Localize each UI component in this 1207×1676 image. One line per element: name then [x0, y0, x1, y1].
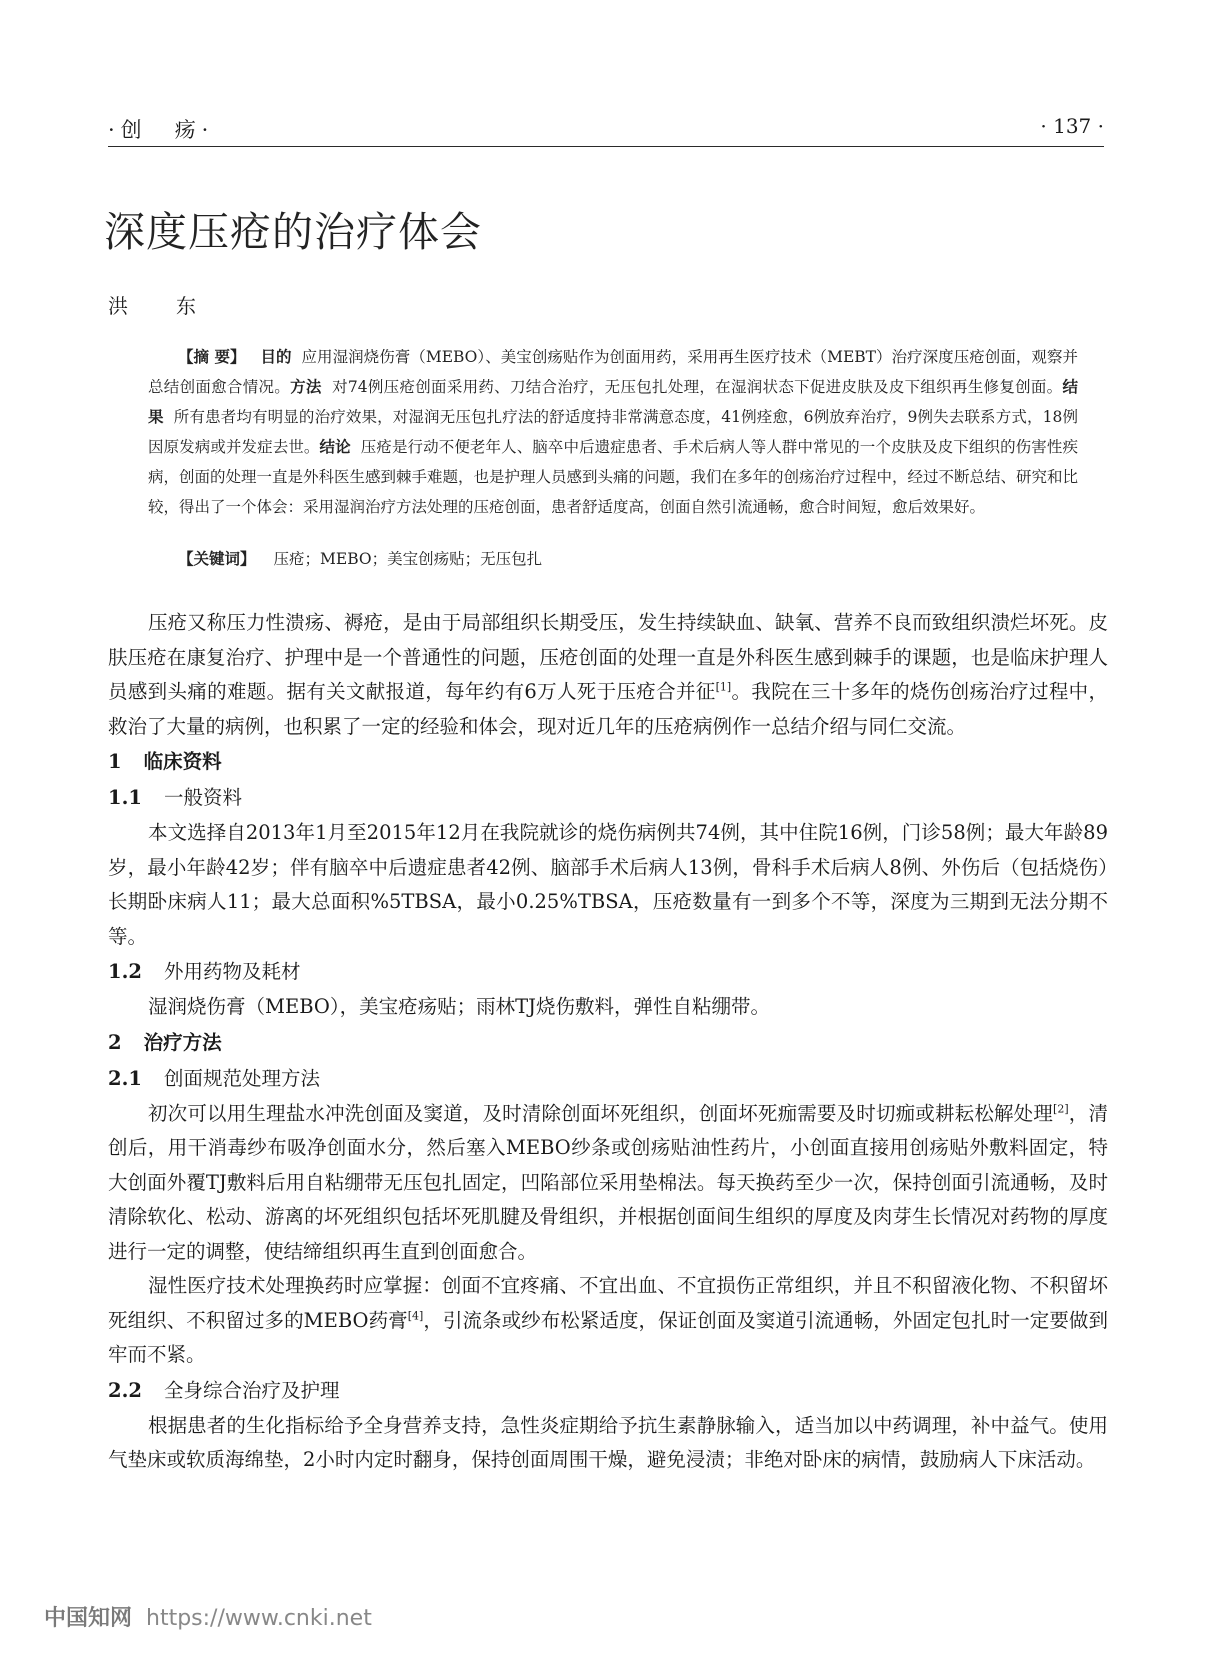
cnki-watermark: [44, 1601, 372, 1632]
section-2-1-title: 创面规范处理方法: [163, 1066, 320, 1090]
section-2-heading: [108, 1025, 1108, 1061]
watermark-brand: 中国知网: [44, 1606, 133, 1631]
intro-text-a: 压疮又称压力性溃疡、褥疮，是由于局部组织长期受压，发生持续缺血、缺氧、营养不良而致组织溃烂坏死。皮肤压疮在康复治疗、护理中是一个普通性的问题，压疮创面的处理一直是外科医生感到棘手的课题，也是临床护理人员感到头痛的难题。据有关文献报道，每年约有6万人死于压疮合并征: [108, 611, 1108, 703]
section-1-2-number: 1.2: [108, 960, 142, 983]
watermark-url[interactable]: https://www.cnki.net: [146, 1606, 372, 1631]
section-1-1-title: 一般资料: [163, 786, 242, 809]
section-label: ·创 疡·: [108, 118, 215, 142]
section-1-2-title: 外用药物及耗材: [163, 960, 301, 983]
section-2-2-heading: [108, 1373, 1108, 1409]
section-1-2-heading: [108, 954, 1108, 990]
abstract-method-label: 方法: [290, 377, 322, 396]
abstract-result-text: 所有患者均有明显的治疗效果，对湿润无压包扎疗法的舒适度持非常满意态度，41例痊愈，6例放弃治疗，9例失去联系方式，18例因原发病或并发症去世。: [148, 408, 1078, 456]
keywords-block: [178, 547, 542, 569]
intro-text-b: 。我院在三十多年的烧伤创疡治疗过程中，救治了大量的病例，也积累了一定的经验和体会，现对近几年的压疮病例作一总结介绍与同仁交流。: [108, 680, 1108, 738]
section-2-title: 治疗方法: [143, 1030, 222, 1054]
abstract-conclusion-label: 结论: [319, 437, 351, 456]
abstract-objective-text: 应用湿润烧伤膏（MEBO）、美宝创疡贴作为创面用药，采用再生医疗技术（MEBT）治疗深度压疮创面，观察并总结创面愈合情况。: [148, 348, 1078, 396]
abstract-objective-label: 目的: [260, 347, 292, 366]
section-1-2-paragraph: 湿润烧伤膏（MEBO），美宝疮疡贴；雨林TJ烧伤敷料，弹性自粘绷带。: [148, 995, 770, 1018]
section-1-title: 临床资料: [143, 750, 222, 773]
abstract-label: 【摘 要】: [178, 347, 246, 366]
ref-2: [2]: [1053, 1102, 1069, 1115]
section-2-1-paragraph-2: [108, 1269, 1108, 1373]
page-number: · 137 ·: [1040, 114, 1104, 138]
section-2-1-heading: [108, 1061, 1108, 1097]
s21-p2-text-a: 湿性医疗技术处理换药时应掌握：创面不宜疼痛、不宜出血、不宜损伤正常组织，并且不积留液化物、不积留坏死组织、不积留过多的MEBO药膏: [108, 1274, 1108, 1332]
s21-p1-text-a: 初次可以用生理盐水冲洗创面及窦道，及时清除创面坏死组织，创面坏死痂需要及时切痂或耕耘松解处理: [148, 1101, 1054, 1125]
abstract-method-text: 对74例压疮创面采用药、刀结合治疗，无压包扎处理，在湿润状态下促进皮肤及皮下组织再生修复创面。: [332, 378, 1063, 396]
section-1-1-heading: [108, 780, 1108, 816]
section-2-1-number: 2.1: [108, 1066, 142, 1090]
s21-p2-text-b: ，引流条或纱布松紧适度，保证创面及窦道引流通畅，外固定包扎时一定要做到牢而不紧。: [108, 1308, 1108, 1366]
author-name: 洪 东: [108, 294, 210, 318]
keywords-label: 【关键词】: [178, 549, 256, 568]
abstract-block: [148, 342, 1078, 522]
section-2-2-title: 全身综合治疗及护理: [163, 1378, 340, 1402]
running-header: [108, 112, 1104, 147]
ref-1: [1]: [715, 680, 732, 694]
section-2-2-paragraph: 根据患者的生化指标给予全身营养支持，急性炎症期给予抗生素静脉输入，适当加以中药调理，补中益气。使用气垫床或软质海绵垫，2小时内定时翻身，保持创面周围干燥，避免浸渍；非绝对卧床的病情，鼓励病人下床活动。: [108, 1413, 1108, 1471]
section-1-heading: [108, 744, 1108, 780]
s21-p1-text-b: ，清创后，用干消毒纱布吸净创面水分，然后塞入MEBO纱条或创疡贴油性药片，小创面直接用创疡贴外敷料固定，特大创面外覆TJ敷料后用自粘绷带无压包扎固定，凹陷部位采用垫棉法。每天换药至少一次，保持创面引流通畅，及时清除软化、松动、游离的坏死组织包括坏死肌腱及骨组织，并根据创面间生组织的厚度及肉芽生长情况对药物的厚度进行一定的调整，使结缔组织再生直到创面愈合。: [108, 1101, 1108, 1263]
abstract-result-label: 结果: [148, 377, 1078, 426]
section-1-1-number: 1.1: [108, 786, 142, 809]
section-1-1-paragraph: 本文选择自2013年1月至2015年12月在我院就诊的烧伤病例共74例，其中住院16例，门诊58例；最大年龄89岁，最小年龄42岁；伴有脑卒中后遗症患者42例、脑部手术后病人13例，骨科手术后病人8例、外伤后（包括烧伤）长期卧床病人11；最大总面积%5TBSA，最小0.25%TBSA，压疮数量有一到多个不等，深度为三期到无法分期不等。: [108, 821, 1108, 948]
section-2-1-paragraph-1: [108, 1097, 1108, 1270]
section-2-number: 2: [108, 1030, 122, 1054]
abstract-conclusion-text: 压疮是行动不便老年人、脑卒中后遗症患者、手术后病人等人群中常见的一个皮肤及皮下组织的伤害性疾病，创面的处理一直是外科医生感到棘手难题，也是护理人员感到头痛的问题，我们在多年的创疡治疗过程中，经过不断总结、研究和比较，得出了一个体会：采用湿润治疗方法处理的压疮创面，患者舒适度高，创面自然引流通畅，愈合时间短，愈后效果好。: [148, 438, 1079, 516]
article-title: 深度压疮的治疗体会: [104, 208, 482, 257]
ref-4: [4]: [407, 1309, 424, 1322]
section-2-2-number: 2.2: [108, 1378, 142, 1402]
article-body: [108, 606, 1108, 1478]
section-1-number: 1: [108, 750, 122, 773]
intro-paragraph: [108, 606, 1108, 744]
keywords-text: 压疮；MEBO；美宝创疡贴；无压包扎: [273, 550, 543, 568]
